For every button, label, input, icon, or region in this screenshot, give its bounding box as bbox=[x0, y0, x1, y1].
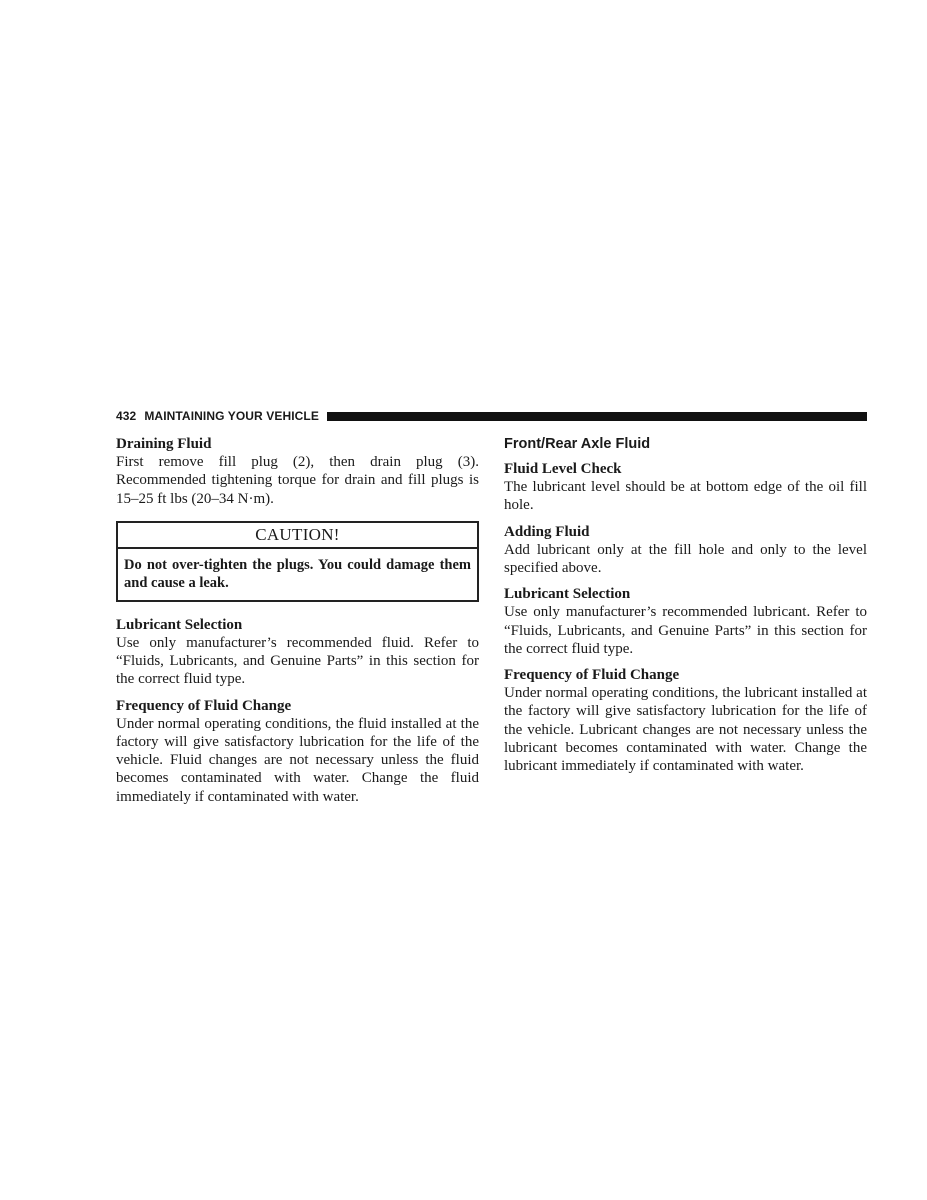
axle-lubricant-selection-text: Use only manufacturer’s recommended lubricant. Refer to “Fluids, Lubricants, and Genuine Parts” in this section for the correct fluid type. bbox=[504, 604, 867, 657]
fluid-level-check-text: The lubricant level should be at bottom edge of the oil fill hole. bbox=[504, 479, 867, 514]
axle-fluid-change-frequency-text: Under normal operating conditions, the lubricant installed at the factory will give satisfactory lubrication for the life of the vehicle. Lubricant changes are not necessary unless the lubricant becomes contaminated with water. Change the lubricant immediately if contaminated with water. bbox=[504, 685, 867, 775]
adding-fluid-heading: Adding Fluid bbox=[504, 523, 590, 540]
right-column bbox=[504, 435, 867, 783]
lubricant-selection-heading: Lubricant Selection bbox=[116, 616, 243, 633]
fluid-level-check-heading: Fluid Level Check bbox=[504, 461, 622, 477]
section-title: MAINTAINING YOUR VEHICLE bbox=[144, 409, 319, 423]
lubricant-selection-text: Use only manufacturer’s recommended fluid. Refer to “Fluids, Lubricants, and Genuine Parts” in this section for the correct fluid type. bbox=[116, 635, 479, 688]
axle-fluid-section-heading: Front/Rear Axle Fluid bbox=[504, 436, 651, 452]
fluid-change-frequency-heading: Frequency of Fluid Change bbox=[116, 697, 292, 714]
caution-text: Do not over-tighten the plugs. You could damage them and cause a leak. bbox=[124, 556, 471, 592]
axle-fluid-change-frequency-heading: Frequency of Fluid Change bbox=[504, 667, 680, 684]
draining-fluid-text: First remove fill plug (2), then drain plug (3). Recommended tightening torque for drain and fill plugs is 15–25 ft lbs (20–34 N·m). bbox=[116, 454, 479, 507]
axle-lubricant-selection-heading: Lubricant Selection bbox=[504, 586, 631, 603]
caution-box bbox=[116, 521, 479, 602]
caution-title: CAUTION! bbox=[118, 523, 477, 549]
left-column bbox=[116, 435, 479, 814]
fluid-change-frequency-text: Under normal operating conditions, the fluid installed at the factory will give satisfactory lubrication for the life of the vehicle. Fluid changes are not necessary unless the fluid becomes contaminated with water. Change the fluid immediately if contaminated with water. bbox=[116, 715, 479, 805]
running-header bbox=[116, 408, 867, 424]
header-rule bbox=[327, 412, 867, 421]
adding-fluid-text: Add lubricant only at the fill hole and only to the level specified above. bbox=[504, 541, 867, 577]
draining-fluid-heading: Draining Fluid bbox=[116, 436, 212, 452]
page-number: 432 bbox=[116, 409, 137, 423]
